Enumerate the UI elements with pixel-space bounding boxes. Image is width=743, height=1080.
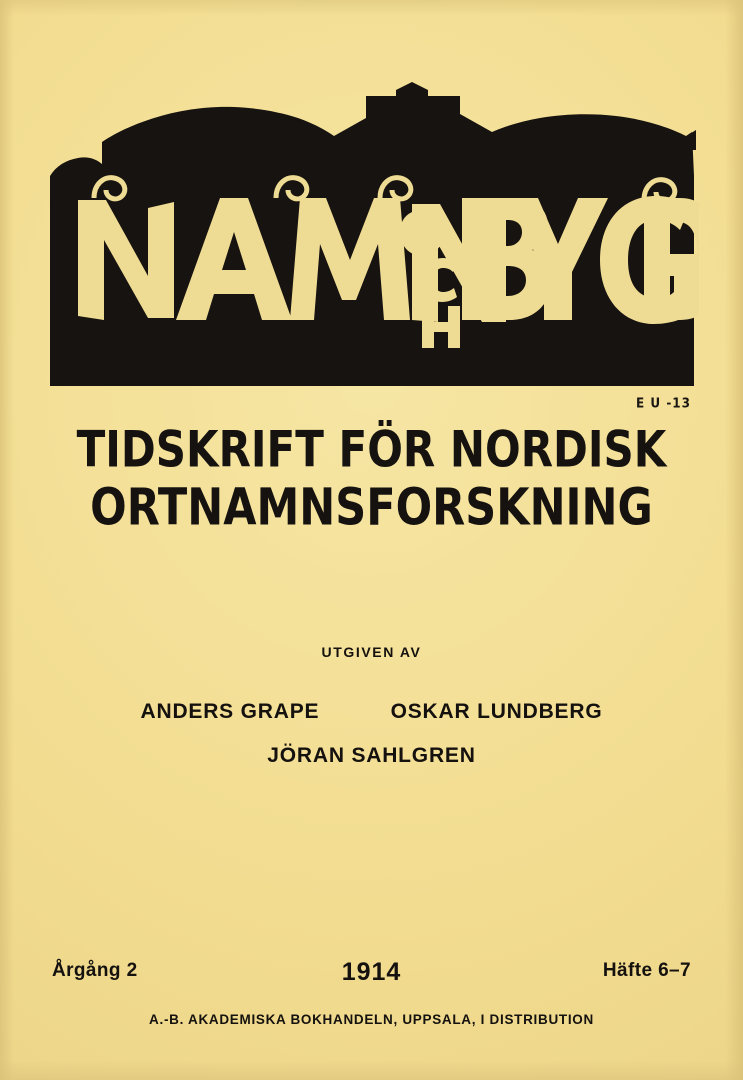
published-by-label: UTGIVEN AV (321, 644, 422, 660)
journal-subtitle (0, 420, 743, 538)
volume-label: Årgång 2 (52, 960, 138, 981)
masthead-woodcut (44, 80, 699, 420)
publisher-line: A.-B. AKADEMISKA BOKHANDELN, UPPSALA, I DISTRIBUTION (149, 1012, 594, 1027)
subtitle-line-1: TIDSKRIFT FÖR NORDISK (76, 420, 667, 479)
editor-name-1: ANDERS GRAPE (140, 700, 320, 723)
editor-name-3: JÖRAN SAHLGREN (267, 744, 476, 767)
subtitle-line-2: ORTNAMNSFORSKNING (90, 478, 653, 538)
issue-label: Häfte 6–7 (602, 960, 691, 981)
year-label: 1914 (341, 958, 402, 986)
artist-signature: E U -13 (636, 395, 691, 411)
issue-footer (52, 960, 691, 986)
editors-row (0, 700, 743, 724)
editor-name-2: OSKAR LUNDBERG (390, 700, 603, 723)
